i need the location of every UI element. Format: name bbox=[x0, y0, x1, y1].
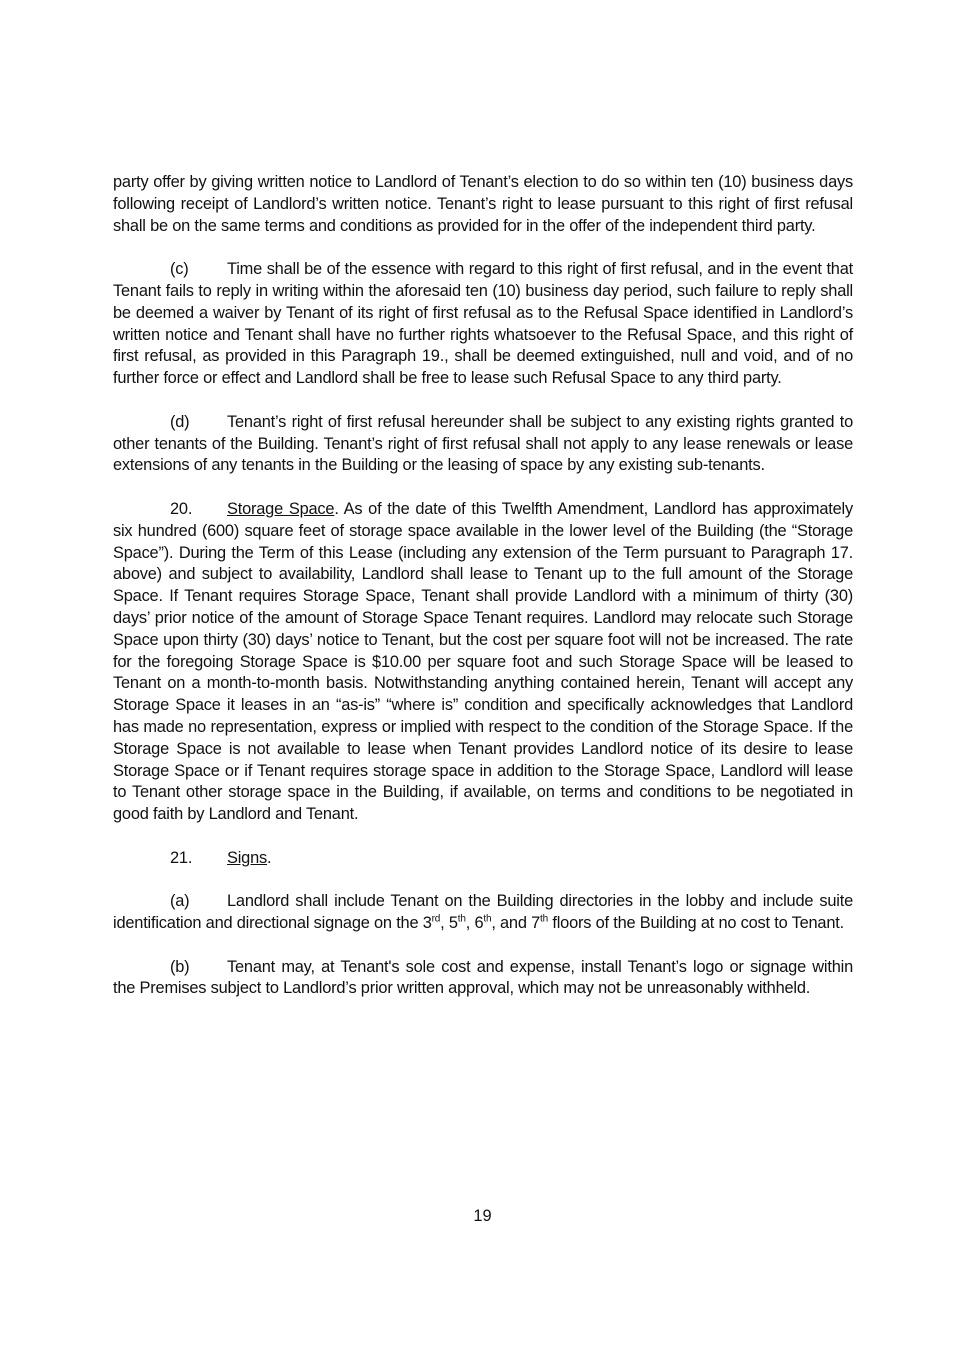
section-21b bbox=[113, 957, 853, 1001]
section-21a-mid2: , 6 bbox=[465, 914, 484, 933]
section-21b-text: Tenant may, at Tenant's sole cost and expense, install Tenant’s logo or signage within the Premises subject to Landlord’s prior written approval, which may not be unreasonably withheld. bbox=[113, 957, 853, 998]
paragraph-c-marker: (c) bbox=[170, 260, 189, 279]
section-20-title: Storage Space bbox=[227, 499, 335, 518]
sup-th-6: th bbox=[483, 913, 492, 925]
sup-rd: rd bbox=[431, 913, 441, 925]
document-page bbox=[113, 172, 853, 1022]
section-21b-marker: (b) bbox=[170, 957, 190, 976]
paragraph-d-text: Tenant’s right of first refusal hereunder shall be subject to any existing rights granted to other tenants of the Building. Tenant’s right of first refusal shall not apply to any lease renewals or lease extensions of any tenants in the Building or the leasing of space by any existing sub-tenants. bbox=[113, 412, 853, 475]
paragraph-d bbox=[113, 412, 853, 477]
section-21a-text-after: floors of the Building at no cost to Tenant. bbox=[548, 914, 844, 933]
section-21a bbox=[113, 891, 853, 935]
paragraph-continuation: party offer by giving written notice to Landlord of Tenant’s election to do so within ten (10) business days following receipt of Landlord’s written notice. Tenant’s right to lease pursuant to this right of first refusal shall be on the same terms and conditions as provided for in the offer of the independent third party. bbox=[113, 173, 853, 235]
paragraph-c bbox=[113, 259, 853, 390]
section-21-suffix: . bbox=[267, 848, 272, 867]
paragraph-c-text: Time shall be of the essence with regard to this right of first refusal, and in the event that Tenant fails to reply in writing within the aforesaid ten (10) business day period, such failure to reply shall be deemed a waiver by Tenant of its right of first refusal as to the Refusal Space identified in Landlord’s written notice and Tenant shall have no further rights whatsoever to the Refusal Space, and this right of first refusal, as provided in this Paragraph 19., shall be deemed extinguished, null and void, and of no further force or effect and Landlord shall be free to lease such Refusal Space to any third party. bbox=[113, 260, 853, 388]
section-21a-mid3: , and 7 bbox=[491, 914, 541, 933]
section-20-text: . As of the date of this Twelfth Amendment, Landlord has approximately six hundred (600) square feet of storage space available in the lower level of the Building (the “Storage Space”). During the Term of this Lease (including any extension of the Term pursuant to Paragraph 17. above) and subject to availability, Landlord shall lease to Tenant up to the full amount of the Storage Space. If Tenant requires Storage Space, Tenant shall provide Landlord with a minimum of thirty (30) days’ prior notice of the amount of Storage Space Tenant requires. Landlord may relocate such Storage Space upon thirty (30) days’ notice to Tenant, but the cost per square foot will not be increased. The rate for the foregoing Storage Space is $10.00 per square foot and such Storage Space will be leased to Tenant on a month-to-month basis. Notwithstanding anything contained herein, Tenant will accept any Storage Space it leases in an “as-is” “where is” condition and specifically acknowledges that Landlord has made no representation, express or implied with respect to the condition of the Storage Space. If the Storage Space is not available to lease when Tenant provides Landlord notice of its desire to lease Storage Space or if Tenant requires storage space in addition to the Storage Space, Landlord will lease to Tenant other storage space in the Building, if available, on terms and conditions to be negotiated in good faith by Landlord and Tenant. bbox=[113, 499, 853, 824]
page-number: 19 bbox=[473, 1207, 492, 1225]
section-21a-mid1: , 5 bbox=[440, 914, 458, 933]
section-20 bbox=[113, 499, 853, 826]
section-21a-marker: (a) bbox=[170, 892, 190, 911]
paragraph-d-marker: (d) bbox=[170, 412, 190, 431]
sup-th-5: th bbox=[457, 913, 466, 925]
section-21-marker: 21. bbox=[170, 848, 193, 867]
section-20-marker: 20. bbox=[170, 499, 193, 518]
section-21a-text-before: Landlord shall include Tenant on the Building directories in the lobby and include suite identification and directional signage on the 3 bbox=[113, 892, 853, 933]
section-21 bbox=[113, 848, 853, 870]
sup-th-7: th bbox=[540, 913, 548, 925]
section-21-title: Signs bbox=[227, 848, 268, 867]
